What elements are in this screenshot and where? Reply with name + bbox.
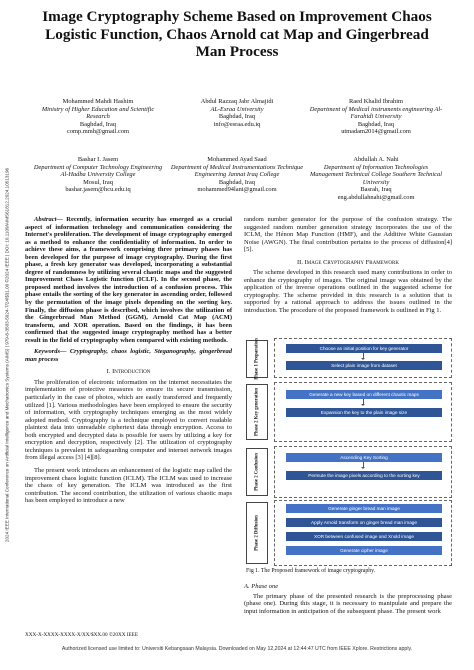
keywords-text: Cryptography, chaos logistic, Steganography, gingerbread man process	[25, 348, 232, 363]
author-name: Bashar I. Jasem	[77, 156, 119, 163]
author-block	[308, 156, 444, 202]
author-affiliation: AL-Esraa University	[210, 105, 264, 113]
paragraph: The proliferation of electronic information on the internet necessitates the implementation of protective measures to ensure its secure transmission, particularly in the case of photos, which are easily transferred and frequently utilized [1]. Various methodologies have been employed to ensure the security of information, with cryptography techniques emerging as the most widely adopted method. Cryptography is a technique employed to convert readable plaintext data into unreadable ciphertext data through encryption. Access to both encrypted and decrypted data is possible for users by utilizing a key for encryption and decryption, respectively [2]. The utilization of cryptography techniques is prevalent in safeguarding computer and internet network images from illegal access [3] [4][8].	[25, 378, 232, 462]
step-box: Apply Arnold transform on ginger bread man image	[286, 518, 442, 527]
copyright-line: XXX-X-XXXX-XXXX-X/XX/$XX.00 ©20XX IEEE	[25, 632, 139, 638]
phase-label: Phase 2 Key generation	[246, 384, 268, 440]
step-box: Expansion the key to the plain image size	[286, 408, 442, 417]
conference-sidebar	[1, 120, 13, 590]
author-location: Baghdad, Iraq	[218, 113, 256, 121]
phase-label: Phase 1 Preparation	[246, 340, 268, 378]
author-affiliation: Department of Computer Technology Engineering Al-Hadba University College	[33, 163, 163, 179]
author-block	[30, 156, 166, 194]
paragraph: The primary phase of the presented research is the preprocessing phase (phase one). During this stage, it is necessary to manipulate and prepare the input information in anticipation of the subsequent phase. The present work	[244, 592, 452, 615]
author-affiliation: Department of Information Technologies Management Technical College Southern Technical University	[310, 163, 442, 186]
author-affiliation: Ministry of Higher Education and Scientific Research	[41, 105, 155, 121]
abstract	[25, 216, 232, 344]
sidebar-text: 2024 IEEE International Conference on Artificial Intelligence and Mechatronics Systems (AIMS) | 979-8-3503-5024-7/24/$31.00 ©2024 IEEE | DOI: 10.1109/AIMS61812.2024.10513196	[4, 167, 10, 543]
step-box: Permute the image pixels according to the sorting key	[286, 471, 442, 480]
right-column-top	[244, 216, 452, 315]
author-name: Raed Khalid Ibrahim	[349, 98, 403, 105]
paragraph: The present work introduces an enhancement of the logistic map called the improvement chaos logistic function (ICLM). The ICLM was used to increase the chaos of key generation. The ICLM was introduced as the first contribution. The second contribution, the utilization of various chaotic maps has been employed to introduce a new	[25, 466, 232, 505]
step-box: Select plain image from dataset	[286, 361, 442, 370]
author-affiliation: Department of Medical Instrumentations Technique Engineering Jannat Iraq College	[170, 163, 304, 179]
paragraph: The scheme developed in this research used many contributions in order to enhance the cryptography of images. The original image was obtained by the application of the inverse operations outlined in the suggested scheme for cryptography. The scheme provided in this research is a solution that is supported by a rational approach to address the issues outlined in the introduction. The procedure of the proposed framework is outlined in Fig 1.	[244, 269, 452, 315]
author-email: utmadam2014@gmail.com	[341, 128, 411, 136]
author-location: Basrah, Iraq	[360, 186, 392, 194]
step-box: Generate ginger bread man image	[286, 504, 442, 513]
arrow	[363, 353, 364, 358]
author-location: Baghdad, Iraq	[79, 120, 117, 128]
author-email: bashar.jasem@hcu.edu.iq	[65, 186, 131, 194]
author-name: Mohammed Mahdi Hashim	[62, 98, 134, 105]
framework-figure	[246, 338, 450, 564]
author-block	[30, 98, 166, 136]
step-box: Choose an initial position for key generator	[286, 344, 442, 353]
step-box: Generate a new key based on different chaotic maps	[286, 390, 442, 399]
keywords-label: Keywords—	[34, 348, 67, 356]
author-block	[169, 156, 305, 194]
author-location: Mosul, Iraq	[83, 178, 113, 186]
author-name: Abdul Razzaq Jabr Almajidi	[200, 98, 274, 105]
phase-label: Phase 2 Diffusion	[246, 502, 268, 564]
phase-label: Phase 2 Confusion	[246, 448, 268, 496]
author-name: Abdullah A. Nahi	[353, 156, 399, 163]
right-column-bottom	[244, 579, 452, 615]
section-heading: II. Image Cryptography Framework	[297, 258, 399, 266]
author-email: comp.mmh@gmail.com	[67, 128, 129, 136]
figure-caption: Fig 1. The Proposed framework of image cryptography.	[246, 568, 376, 574]
author-email: eng.abdullahnahi@gmail.com	[337, 193, 415, 201]
paragraph: random number generator for the purpose of the confusion strategy. The suggested random number generation strategy incorporates the use of the ICLM, the Hénon Map Function (HMF), and the Additive White Gaussian Noise (AWGN). The final contribution pertains to the process of diffusion[4][5].	[244, 216, 452, 254]
section-heading: I. Introduction	[106, 368, 151, 376]
author-affiliation: Department of Medical instruments engineering Al-Farahidi University	[309, 105, 443, 121]
paper-title: Image Cryptography Scheme Based on Improvement Chaos Logistic Function, Chaos Arnold cat Map and Gingerbread Man Process	[42, 8, 432, 60]
author-email: mohammed94lani@gmail.com	[197, 186, 277, 194]
step-box: Generate cipher image	[286, 546, 442, 555]
author-block	[169, 98, 305, 128]
step-box: Ascending Key Sorting	[286, 453, 442, 462]
left-column	[25, 216, 232, 505]
author-block	[308, 98, 444, 136]
author-name: Mohammed Ayad Saad	[207, 156, 267, 163]
license-footer: Authorized licensed use limited to: Universiti Kebangsaan Malaysia. Downloaded on May 12,2024 at 12:44:47 UTC from IEEE Xplore. Restrictions apply.	[61, 646, 413, 652]
abstract-text: Recently, information security has emerged as a crucial aspect of information technology and communication considering the Internet's proliferation. The development of image cryptography emerged as a method to enhance the confidentiality of information. In order to achieve these aims, a framework comprising three primary phases has been developed for the purpose of image cryptography. During the first phase, a fresh key generator was developed, incorporating a substantial degree of randomness by utilizing several chaotic maps and the suggested Improvement Chaos Logistic function (ICLF). In the second phase, the proposed method involves the introduction of a confusion process. This phase entails the sorting of the key generator in ascending order, followed by the permutation of the image pixels depending on the sorting key. Finally, the diffusion phase is described, which involves the utilization of the Gingerbread Man Method (GGM), Arnold Cat Map (ACM) transform, and XOR operation. Based on the findings, it has been confirmed that the suggested image cryptography method has a better result in the field of cryptography when compared with existing methods.	[25, 216, 233, 344]
subsection-heading: A. Phase one	[244, 583, 279, 590]
arrow	[363, 399, 364, 404]
author-email: info@esraa.edu.iq	[213, 120, 261, 128]
keywords	[25, 348, 232, 363]
author-location: Baghdad, Iraq	[357, 120, 395, 128]
step-box: XOR between confused image and Xnold image	[286, 532, 442, 541]
author-location: Baghdad, Iraq	[218, 178, 256, 186]
arrow	[363, 462, 364, 467]
abstract-label: Abstract—	[34, 216, 63, 223]
